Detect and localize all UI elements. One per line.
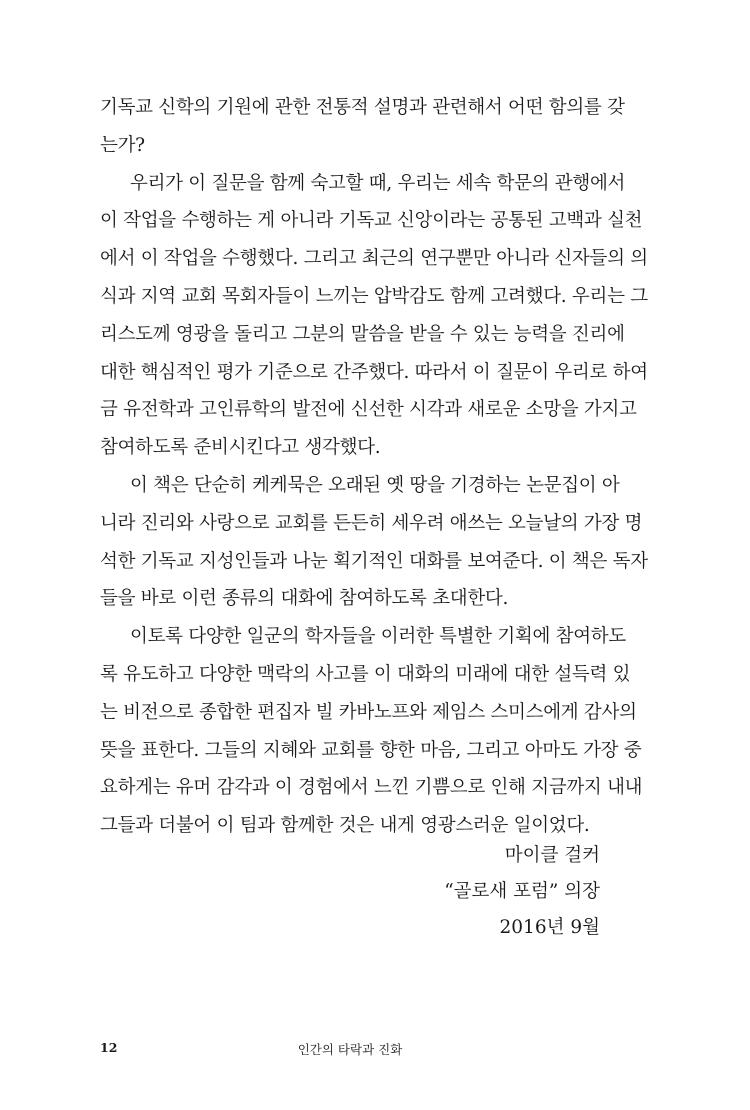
paragraph-first-line: 우리가 이 질문을 함께 숙고할 때, 우리는 세속 학문의 관행에서 — [130, 172, 626, 194]
author-role: “골로새 포럼” 의장 — [444, 881, 600, 902]
text-line: 기독교 신학의 기원에 관한 전통적 설명과 관련해서 어떤 함의를 갖 — [100, 97, 625, 118]
text-line: 들을 바로 이런 종류의 대화에 참여하도록 초대한다. — [100, 588, 509, 610]
text-line: 에서 이 작업을 수행했다. 그리고 최근의 연구뿐만 아니라 신자들의 의 — [100, 248, 648, 270]
text-line: 뜻을 표한다. 그들의 지혜와 교회를 향한 마음, 그리고 아마도 가장 중 — [100, 739, 642, 761]
text-line: 식과 지역 교회 목회자들이 느끼는 압박감도 함께 고려했다. 우리는 그 — [100, 285, 648, 307]
signature-date: 2016년 9월 — [499, 917, 600, 938]
text-line: 요하게는 유머 감각과 이 경험에서 느낀 기쁨으로 인해 지금까지 내내 — [100, 777, 643, 799]
text-line: 대한 핵심적인 평가 기준으로 간주했다. 따라서 이 질문이 우리로 하여 — [100, 361, 648, 383]
text-line: 는 비전으로 종합한 편집자 빌 카바노프와 제임스 스미스에게 감사의 — [100, 701, 637, 723]
paragraph-first-line: 이 책은 단순히 케케묵은 오래된 옛 땅을 기경하는 논문집이 아 — [130, 474, 620, 496]
text-line: 는가? — [100, 134, 145, 156]
text-line: 석한 기독교 지성인들과 나눈 획기적인 대화를 보여준다. 이 책은 독자 — [100, 550, 648, 572]
body-text — [100, 89, 648, 845]
text-line: 금 유전학과 고인류학의 발전에 신선한 시각과 새로운 소망을 가지고 — [100, 399, 637, 421]
text-line: 리스도께 영광을 돌리고 그분의 말씀을 받을 수 있는 능력을 진리에 — [100, 323, 625, 345]
signature-block — [300, 838, 600, 946]
paragraph-first-line: 이토록 다양한 일군의 학자들을 이러한 특별한 기획에 참여하도 — [130, 626, 626, 648]
page-number: 12 — [100, 1040, 118, 1055]
running-title: 인간의 타락과 진화 — [297, 1042, 403, 1057]
text-line: 참여하도록 준비시킨다고 생각했다. — [100, 437, 381, 459]
text-line: 이 작업을 수행하는 게 아니라 기독교 신앙이라는 공통된 고백과 실천 — [100, 210, 643, 232]
author-name: 마이클 걸커 — [504, 845, 600, 866]
page-footer — [100, 1040, 600, 1062]
text-line: 록 유도하고 다양한 맥락의 사고를 이 대화의 미래에 대한 설득력 있 — [100, 663, 631, 685]
text-line: 니라 진리와 사랑으로 교회를 든든히 세우려 애쓰는 오늘날의 가장 명 — [100, 512, 643, 534]
text-line: 그들과 더불어 이 팀과 함께한 것은 내게 영광스러운 일이었다. — [100, 815, 590, 837]
